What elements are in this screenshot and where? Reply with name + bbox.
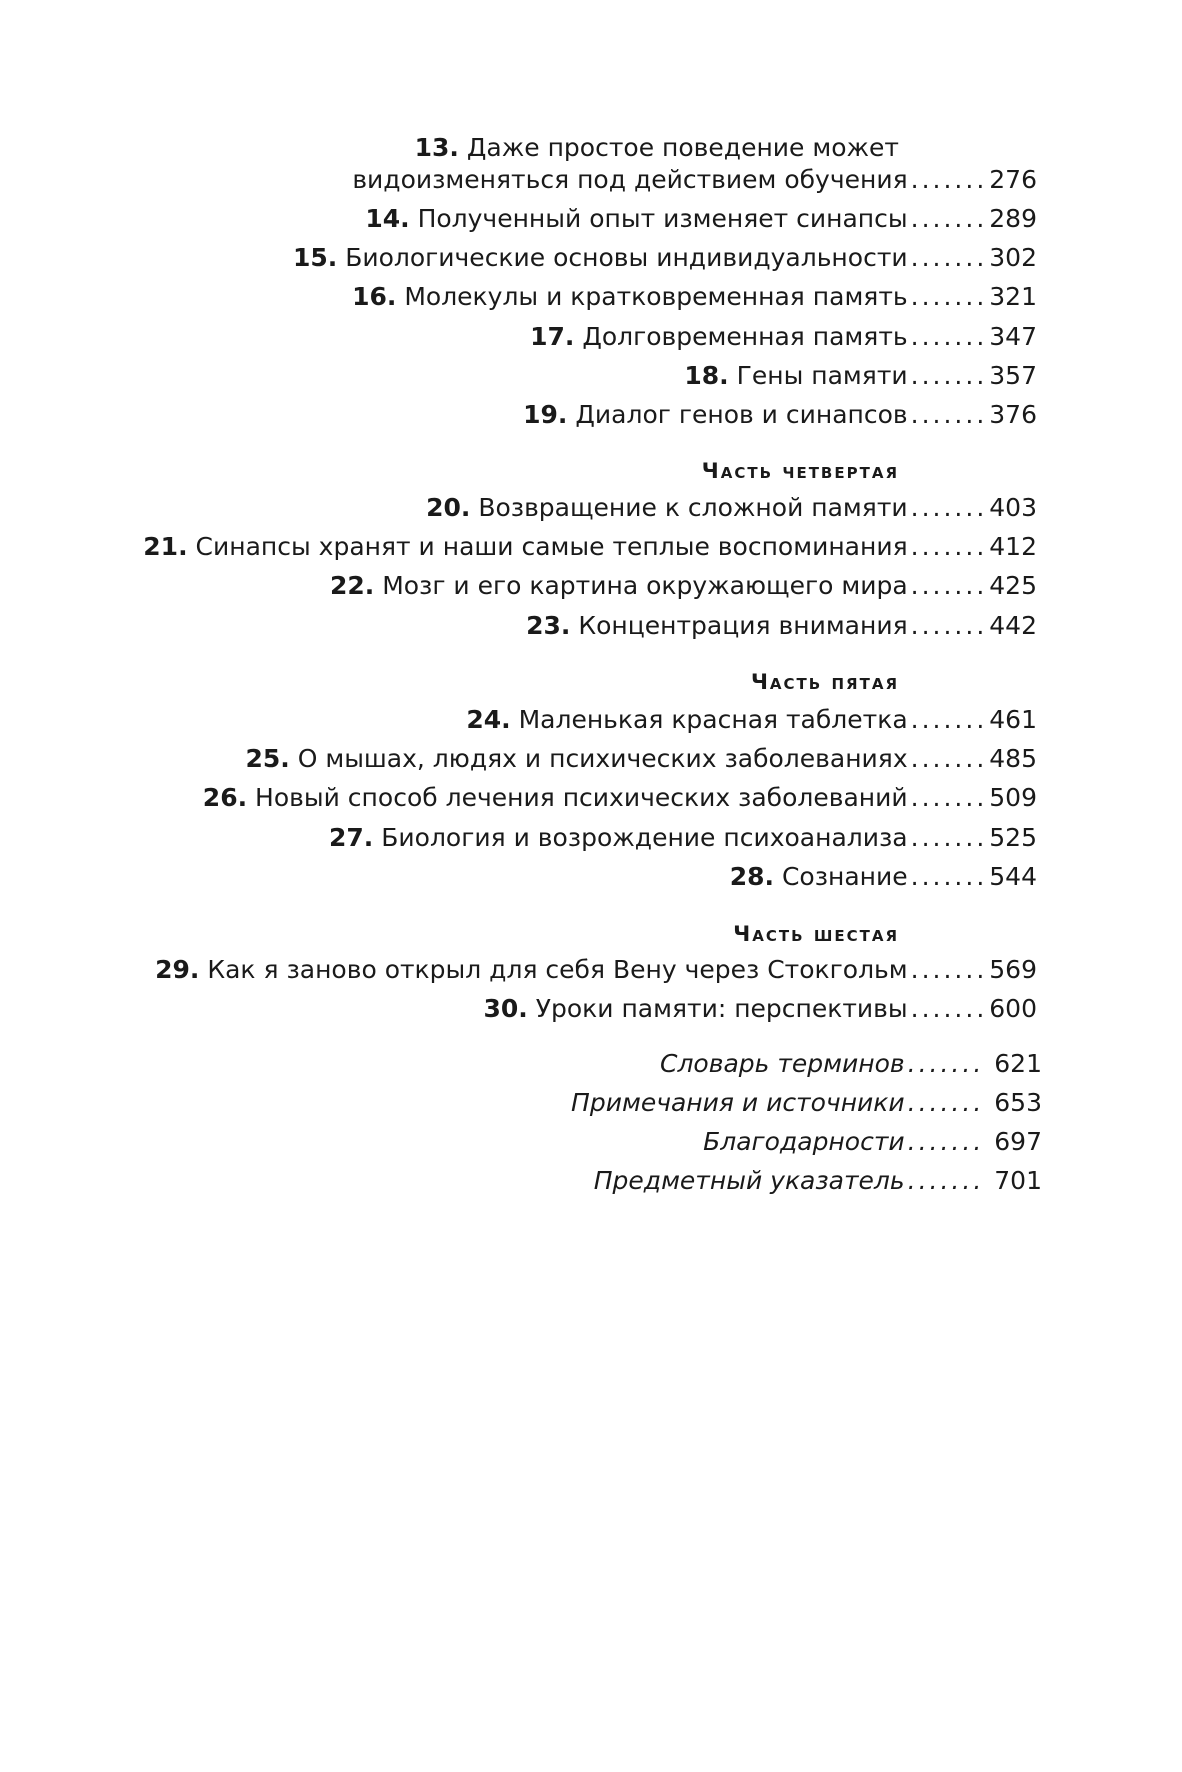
leader-dots: ....... xyxy=(910,243,988,272)
leader-dots: ....... xyxy=(910,862,988,891)
chapter-title: О мышах, людях и психических заболеваниях xyxy=(297,744,908,773)
chapter-title: Мозг и его картина окружающего мира xyxy=(382,571,908,600)
leader-dots: ....... xyxy=(910,611,988,640)
page-number: 302 xyxy=(989,243,1037,272)
page-number: 357 xyxy=(989,361,1037,390)
chapter-number: 16. xyxy=(352,282,397,311)
chapter-title: Биологические основы индивидуальности xyxy=(345,243,908,272)
toc-entry-20[interactable] xyxy=(426,493,1037,523)
chapter-number: 26. xyxy=(202,783,248,812)
toc-entry-acknowledgments[interactable] xyxy=(703,1127,1042,1157)
page-number: 347 xyxy=(989,322,1037,351)
chapter-number: 29. xyxy=(155,955,200,984)
chapter-number: 28. xyxy=(729,862,774,891)
page-number: 509 xyxy=(989,783,1037,812)
back-matter-title: Благодарности xyxy=(703,1127,905,1156)
page-number: 485 xyxy=(989,744,1037,773)
chapter-title: видоизменяться под действием обучения xyxy=(352,165,908,194)
chapter-title: Диалог генов и синапсов xyxy=(575,400,908,429)
chapter-number: 13. xyxy=(414,133,459,162)
chapter-number: 15. xyxy=(292,243,338,272)
part-heading-fourth: Часть четвертая xyxy=(701,459,899,483)
toc-entry-25[interactable] xyxy=(245,744,1037,774)
back-matter-title: Примечания и источники xyxy=(571,1088,905,1117)
leader-dots: ....... xyxy=(910,400,988,429)
toc-entry-26[interactable] xyxy=(203,783,1037,813)
page-number: 403 xyxy=(989,493,1037,522)
leader-dots: ....... xyxy=(907,1127,985,1156)
chapter-number: 21. xyxy=(143,532,188,561)
toc-entry-22[interactable] xyxy=(330,571,1037,601)
page-number: 600 xyxy=(989,994,1037,1023)
page-number: 425 xyxy=(989,571,1037,600)
toc-entry-29[interactable] xyxy=(155,955,1037,985)
page-number: 289 xyxy=(989,204,1037,233)
chapter-number: 24. xyxy=(466,705,511,734)
toc-entry-18[interactable] xyxy=(684,361,1037,391)
chapter-number: 27. xyxy=(329,823,374,852)
page-number: 697 xyxy=(994,1127,1042,1156)
chapter-title: Сознание xyxy=(781,862,908,891)
chapter-number: 17. xyxy=(530,322,575,351)
chapter-title: Долговременная память xyxy=(582,322,908,351)
leader-dots: ....... xyxy=(910,532,988,561)
leader-dots: ....... xyxy=(910,571,988,600)
page-number: 653 xyxy=(994,1088,1042,1117)
toc-entry-17[interactable] xyxy=(530,322,1037,352)
leader-dots: ....... xyxy=(907,1166,985,1195)
page-number: 321 xyxy=(989,282,1037,311)
leader-dots: ....... xyxy=(910,493,988,522)
toc-entry-13[interactable] xyxy=(352,165,1037,195)
chapter-title: Гены памяти xyxy=(736,361,908,390)
chapter-number: 19. xyxy=(523,400,568,429)
chapter-title: Биология и возрождение психоанализа xyxy=(381,823,908,852)
chapter-title: Уроки памяти: перспективы xyxy=(535,994,908,1023)
page-number: 461 xyxy=(989,705,1037,734)
page-number: 525 xyxy=(989,823,1037,852)
toc-entry-16[interactable] xyxy=(352,282,1037,312)
part-heading-sixth: Часть шестая xyxy=(733,922,899,946)
toc-entry-15[interactable] xyxy=(293,243,1037,273)
chapter-title: Полученный опыт изменяет синапсы xyxy=(417,204,908,233)
chapter-title: Новый способ лечения психических заболеваний xyxy=(255,783,908,812)
chapter-title: Молекулы и кратковременная память xyxy=(404,282,908,311)
page-number: 621 xyxy=(994,1049,1042,1078)
chapter-number: 23. xyxy=(526,611,571,640)
page-number: 276 xyxy=(989,165,1037,194)
chapter-title: Маленькая красная таблетка xyxy=(518,705,908,734)
toc-entry-14[interactable] xyxy=(365,204,1037,234)
leader-dots: ....... xyxy=(910,994,988,1023)
leader-dots: ....... xyxy=(910,204,988,233)
toc-entry-24[interactable] xyxy=(466,705,1037,735)
leader-dots: ....... xyxy=(907,1088,985,1117)
chapter-title: Возвращение к сложной памяти xyxy=(478,493,908,522)
back-matter-title: Словарь терминов xyxy=(660,1049,905,1078)
chapter-number: 20. xyxy=(426,493,471,522)
leader-dots: ....... xyxy=(907,1049,985,1078)
toc-entry-notes[interactable] xyxy=(571,1088,1042,1118)
leader-dots: ....... xyxy=(910,705,988,734)
leader-dots: ....... xyxy=(910,783,988,812)
chapter-number: 30. xyxy=(483,994,528,1023)
toc-entry-glossary[interactable] xyxy=(660,1049,1042,1079)
toc-entry-27[interactable] xyxy=(329,823,1037,853)
leader-dots: ....... xyxy=(910,823,988,852)
chapter-title-line1: Даже простое поведение может xyxy=(466,133,899,162)
toc-entry-30[interactable] xyxy=(484,994,1038,1024)
page-number: 569 xyxy=(989,955,1037,984)
page-number: 376 xyxy=(989,400,1037,429)
back-matter-title: Предметный указатель xyxy=(593,1166,905,1195)
toc-entry-index[interactable] xyxy=(594,1166,1042,1196)
toc-entry-21[interactable] xyxy=(143,532,1037,562)
chapter-title: Как я заново открыл для себя Вену через Стокгольм xyxy=(207,955,908,984)
page-number: 544 xyxy=(989,862,1037,891)
leader-dots: ....... xyxy=(910,955,988,984)
chapter-title: Синапсы хранят и наши самые теплые воспоминания xyxy=(195,532,908,561)
chapter-number: 18. xyxy=(684,361,729,390)
part-heading-fifth: Часть пятая xyxy=(750,670,899,694)
page-number: 442 xyxy=(989,611,1037,640)
page-number: 412 xyxy=(989,532,1037,561)
chapter-title: Концентрация внимания xyxy=(578,611,908,640)
toc-entry-13-line1[interactable] xyxy=(415,133,899,163)
toc-entry-19[interactable] xyxy=(523,400,1037,430)
leader-dots: ....... xyxy=(910,361,988,390)
chapter-number: 14. xyxy=(365,204,410,233)
leader-dots: ....... xyxy=(910,165,988,194)
leader-dots: ....... xyxy=(910,744,988,773)
chapter-number: 25. xyxy=(245,744,290,773)
page-number: 701 xyxy=(994,1166,1042,1195)
leader-dots: ....... xyxy=(910,322,988,351)
chapter-number: 22. xyxy=(329,571,375,600)
toc-entry-23[interactable] xyxy=(526,611,1037,641)
toc-entry-28[interactable] xyxy=(730,862,1037,892)
leader-dots: ....... xyxy=(910,282,988,311)
